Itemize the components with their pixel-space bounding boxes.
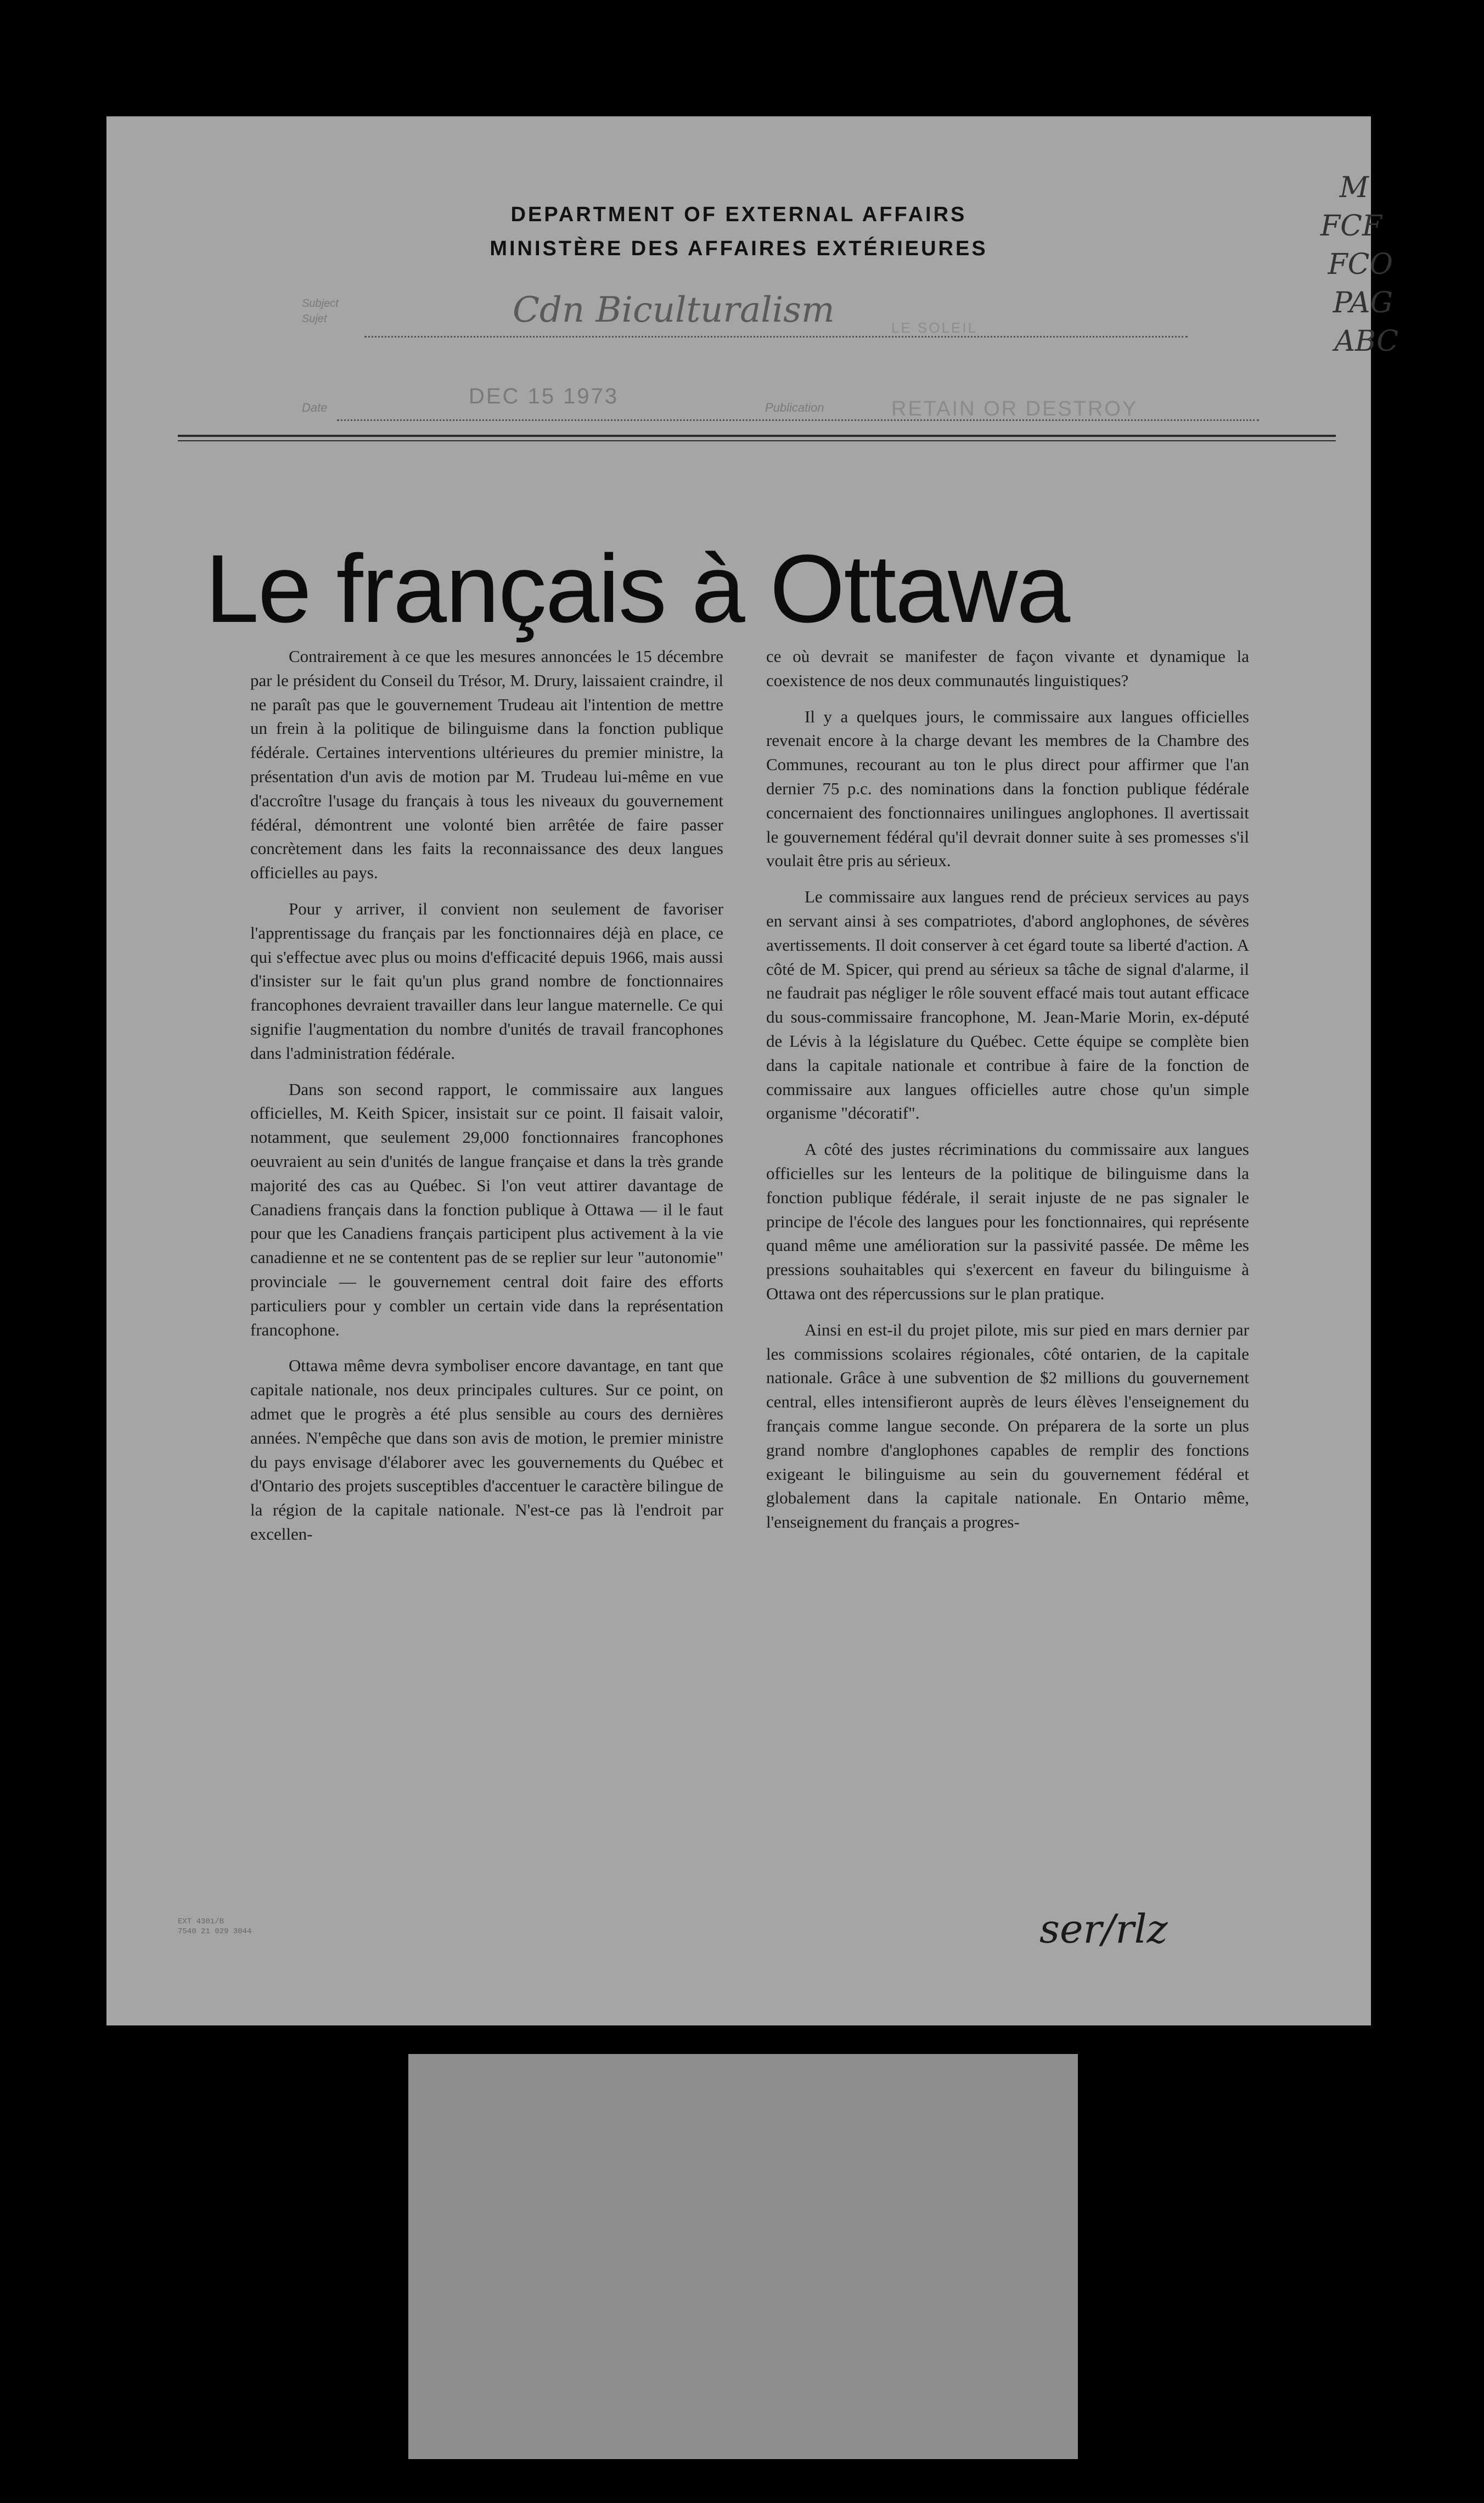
subject-label-fr: Sujet [302,313,327,325]
article-column-1 [250,644,723,1558]
subject-label-en: Subject [302,298,339,310]
header-rule-bottom [178,440,1336,441]
article-column-2 [766,644,1249,1546]
publication-label: Publication [765,401,824,414]
date-stamp: DEC 15 1973 [469,384,619,408]
form-number [178,1917,251,1937]
article-headline: Le français à Ottawa [205,535,1070,643]
publication-stamp: RETAIN OR DESTROY [891,397,1138,420]
margin-note-3: FCO [1328,248,1393,281]
column1-paragraph-1: Contrairement à ce que les mesures annoncées le 15 décembre par le président du Conseil du Trésor, M. Drury, laissaient craindre, il ne paraît pas que le gouvernement Trudeau ait l'intention de mettre un frein à la politique de bilinguisme dans la fonction publique fédérale. Certaines interventions ultérieures du premier ministre, la présentation d'un avis de motion par M. Trudeau lui-même en vue d'accroître l'usage du français à tous les niveaux du gouvernement fédéral, démontrent une volonté bien arrêtée de faire passer concrètement dans les faits la reconnaissance des deux langues officielles au pays. [250,647,723,883]
column2-paragraph-4: A côté des justes récriminations du commissaire aux langues officielles sur les lenteurs de la politique de bilinguisme dans la fonction publique fédérale, il serait injuste de ne pas signaler le principe de l'école des langues pour les fonctionnaires, qui représente quand même une amélioration sur la passivité passée. De même les pressions souhaitables qui s'exercent en faveur du bilinguisme à Ottawa ont des répercussions sur le plan pratique. [766,1140,1249,1303]
margin-note-4: PAG [1333,287,1393,319]
column1-paragraph-3: Dans son second rapport, le commissaire aux langues officielles, M. Keith Spicer, insistait sur ce point. Il faisait valoir, notamment, que seulement 29,000 fonctionnaires francophones oeuvraient au sein d'unités de langue française et dans la très grande majorité des cas au Québec. Si l'on veut attirer davantage de Canadiens français dans la fonction publique à Ottawa — il le faut pour que les Canadiens français participent plus activement à la vie canadienne et ne se contentent pas de se replier sur leur "autonomie" provinciale — le gouvernement central doit faire des efforts particuliers pour y combler un certain vide dans la représentation francophone. [250,1079,723,1339]
form-number-line-2: 7540 21 029 3044 [178,1927,252,1936]
column1-paragraph-2: Pour y arriver, il convient non seulement de favoriser l'apprentissage du français par les fonctionnaires déjà en place, ce qui s'effectue avec plus ou moins d'efficacité depuis 1966, mais aussi d'insister sur le fait qu'un plus grand nombre de fonctionnaires francophones devraient travailler dans leur langue maternelle. Ce qui signifie l'augmentation du nombre d'unités de travail francophones dans l'administration fédérale. [250,899,723,1063]
department-header-en: DEPARTMENT OF EXTERNAL AFFAIRS [510,203,967,226]
form-number-line-1: EXT 4301/B [178,1917,224,1926]
subject-handwritten: Cdn Biculturalism [513,290,835,330]
margin-note-1: M [1339,171,1369,204]
source-stamp: LE SOLEIL [891,319,978,336]
subject-dotted-line [364,336,1188,338]
column2-paragraph-1: ce où devrait se manifester de façon vivante et dynamique la coexistence de nos deux communautés linguistiques? [766,647,1249,690]
clipping-sheet [106,116,1398,2025]
department-header-fr: MINISTÈRE DES AFFAIRES EXTÉRIEURES [490,237,988,260]
header-rule-top [178,435,1336,437]
margin-note-2: FCF [1320,210,1382,243]
date-dotted-line [337,419,1259,421]
blank-slip [408,2054,1078,2459]
column2-paragraph-5: Ainsi en est-il du projet pilote, mis sur pied en mars dernier par les commissions scolaires régionales, côté ontarien, de la capitale nationale. Grâce à une subvention de $2 millions du gouvernement central, elles intensifieront auprès de leurs élèves l'enseignement du français comme langue seconde. On préparera de la sorte un plus grand nombre d'anglophones capables de remplir des fonctions exigeant le bilinguisme au sein du gouvernement fédéral et globalement dans la capitale nationale. En Ontario même, l'enseignement du français a progres- [766,1320,1249,1532]
margin-note-5: ABC [1334,325,1398,358]
handwritten-initials: ser/rlz [1039,1906,1168,1952]
column1-paragraph-4: Ottawa même devra symboliser encore davantage, en tant que capitale nationale, nos deux principales cultures. Sur ce point, on admet que le progrès a été plus sensible au cours des dernières années. N'empêche que dans son avis de motion, le premier ministre du pays envisage d'élaborer avec les gouvernements du Québec et d'Ontario des projets susceptibles d'accentuer le caractère bilingue de la région de la capitale nationale. N'est-ce pas là l'endroit par excellen- [250,1356,723,1544]
column2-paragraph-2: Il y a quelques jours, le commissaire aux langues officielles revenait encore à la charge devant les membres de la Chambre des Communes, recourant au ton le plus direct pour affirmer que l'an dernier 75 p.c. des nominations dans la fonction publique fédérale concernaient des fonctionnaires unilingues anglophones. Il avertissait le gouvernement fédéral qu'il devrait donner suite à ses promesses s'il voulait être pris au sérieux. [766,706,1249,871]
column2-paragraph-3: Le commissaire aux langues rend de précieux services au pays en servant ainsi à ses compatriotes, d'abord anglophones, de sévères avertissements. Il doit conserver à cet égard toute sa liberté d'action. A côté de M. Spicer, qui prend au sérieux sa tâche de signal d'alarme, il ne faudrait pas négliger le rôle souvent effacé mais tout autant efficace du sous-commissaire francophone, M. Jean-Marie Morin, ex-député de Lévis à la législature du Québec. Cette équipe se complète bien dans la capitale nationale et contribue à faire de la fonction de commissaire aux langues officielles autre chose qu'un simple organisme "décoratif". [766,887,1249,1123]
date-label: Date [302,401,328,414]
